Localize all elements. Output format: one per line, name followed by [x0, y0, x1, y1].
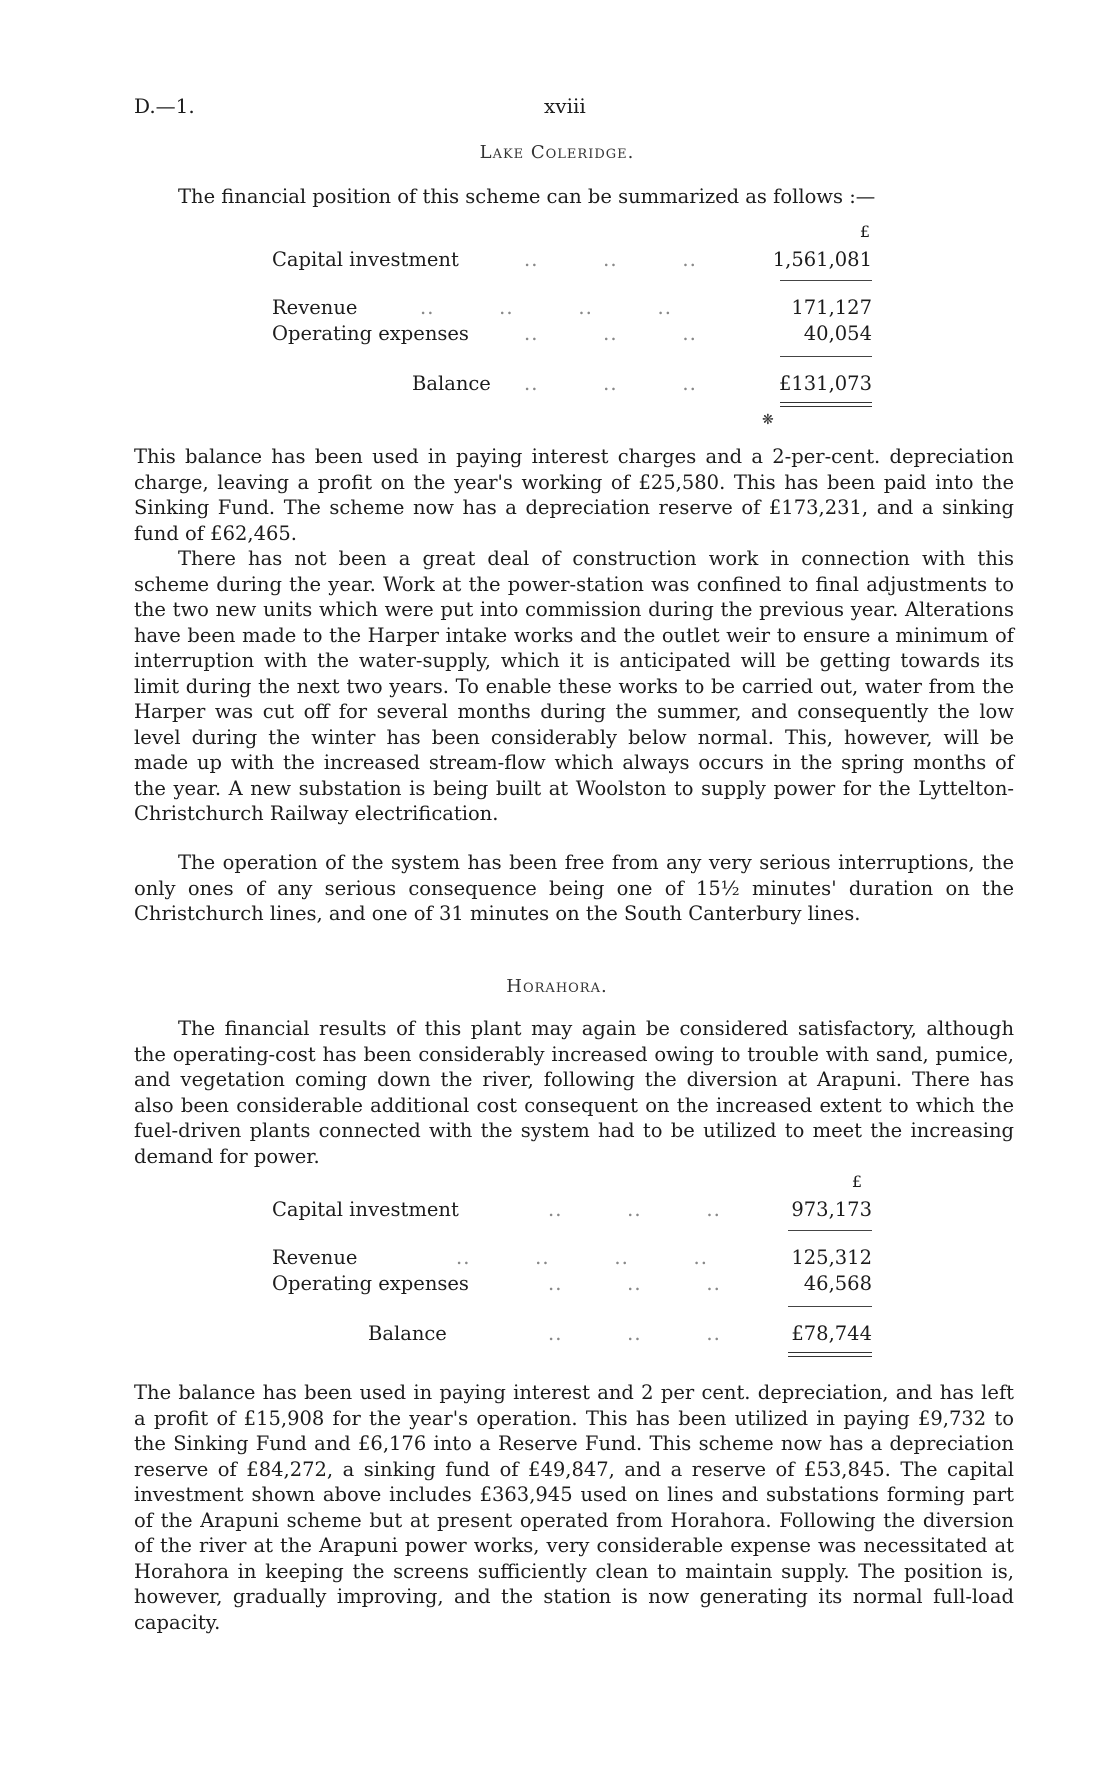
balance-label: Balance	[368, 1322, 447, 1345]
leader-dots: .. .. ..	[524, 248, 697, 271]
double-rule	[788, 1352, 872, 1357]
double-rule	[780, 402, 872, 407]
revenue-value: 171,127	[791, 296, 872, 319]
leader-dots: .. .. ..	[548, 1198, 721, 1221]
balance-row	[272, 372, 872, 398]
rule	[780, 356, 872, 357]
leader-dots: .. .. ..	[548, 1272, 721, 1295]
document-reference: D.—1.	[134, 94, 195, 118]
capital-label: Capital investment	[272, 248, 459, 271]
leader-dots: .. .. ..	[524, 372, 697, 395]
expenses-label: Operating expenses	[272, 1272, 469, 1295]
revenue-label: Revenue	[272, 296, 358, 319]
revenue-label: Revenue	[272, 1246, 358, 1269]
capital-value: 973,173	[791, 1198, 872, 1221]
balance-label: Balance	[412, 372, 491, 395]
page-number: xviii	[544, 94, 586, 118]
expenses-value: 46,568	[803, 1272, 872, 1295]
currency-header: £	[851, 1172, 862, 1191]
capital-label: Capital investment	[272, 1198, 459, 1221]
revenue-value: 125,312	[791, 1246, 872, 1269]
expenses-row	[272, 1272, 872, 1298]
section-heading-horahora: Horahora.	[506, 976, 608, 997]
lake-coleridge-para-1: This balance has been used in paying interest charges and a 2-per-cent. depreciation charge, leaving a profit on the year's working of £25,580. This has been paid into the Sinking Fund. The scheme now has a depreciation reserve of £173,231, and a sinking fund of £62,465.	[134, 445, 1014, 545]
section-heading-lake-coleridge: Lake Coleridge.	[479, 142, 635, 163]
revenue-row	[272, 1246, 872, 1272]
ornament-icon: ❋	[762, 412, 774, 428]
expenses-label: Operating expenses	[272, 322, 469, 345]
horahora-intro: The financial results of this plant may again be considered satisfactory, although the operating-cost has been considerably increased owing to trouble with sand, pumice, and vegetation coming down the river, following the diversion at Arapuni. There has also been considerable additional cost consequent on the increased extent to which the fuel-driven plants connected with the system had to be utilized to meet the increasing demand for power.	[134, 1017, 1014, 1168]
horahora-financial-table	[272, 1172, 872, 1372]
lake-coleridge-financial-table	[272, 222, 872, 422]
rule	[788, 1230, 872, 1231]
currency-header: £	[859, 222, 870, 241]
revenue-row	[272, 296, 872, 322]
balance-row	[272, 1322, 872, 1348]
page-header	[134, 94, 1014, 124]
lake-coleridge-para-2: There has not been a great deal of construction work in connection with this scheme during the year. Work at the power-station was confined to final adjustments to the two new units which were put into commission during the previous year. Alterations have been made to the Harper intake works and the outlet weir to ensure a minimum of interruption with the water-supply, which it is anticipated will be getting towards its limit during the next two years. To enable these works to be carried out, water from the Harper was cut off for several months during the summer, and consequently the low level during the winter has been considerably below normal. This, however, will be made up with the increased stream-flow which always occurs in the spring months of the year. A new substation is being built at Woolston to supply power for the Lyttelton-Christchurch Railway electrification.	[134, 547, 1014, 825]
rule	[788, 1306, 872, 1307]
horahora-para-1: The balance has been used in paying interest and 2 per cent. depreciation, and has left a profit of £15,908 for the year's operation. This has been utilized in paying £9,732 to the Sinking Fund and £6,176 into a Reserve Fund. This scheme now has a depreciation reserve of £84,272, a sinking fund of £49,847, and a reserve of £53,845. The capital investment shown above includes £363,945 used on lines and substations forming part of the Arapuni scheme but at present operated from Horahora. Following the diversion of the river at the Arapuni power works, very considerable expense was necessitated at Horahora in keeping the screens sufficiently clean to maintain supply. The position is, however, gradually improving, and the station is now generating its normal full-load capacity.	[134, 1381, 1014, 1634]
rule	[780, 280, 872, 281]
capital-value: 1,561,081	[772, 248, 872, 271]
leader-dots: .. .. ..	[524, 322, 697, 345]
leader-dots: .. .. ..	[548, 1322, 721, 1345]
leader-dots: .. .. .. ..	[456, 1246, 708, 1269]
expenses-value: 40,054	[803, 322, 872, 345]
balance-value: £78,744	[791, 1322, 872, 1345]
leader-dots: .. .. .. ..	[420, 296, 672, 319]
lake-coleridge-intro: The financial position of this scheme can be summarized as follows :—	[178, 185, 876, 208]
capital-row	[272, 1198, 872, 1224]
balance-value: £131,073	[778, 372, 872, 395]
expenses-row	[272, 322, 872, 348]
lake-coleridge-para-3: The operation of the system has been free from any very serious interruptions, the only ones of any serious consequence being one of 15½ minutes' duration on the Christchurch lines, and one of 31 minutes on the South Canterbury lines.	[134, 851, 1014, 925]
capital-row	[272, 248, 872, 274]
